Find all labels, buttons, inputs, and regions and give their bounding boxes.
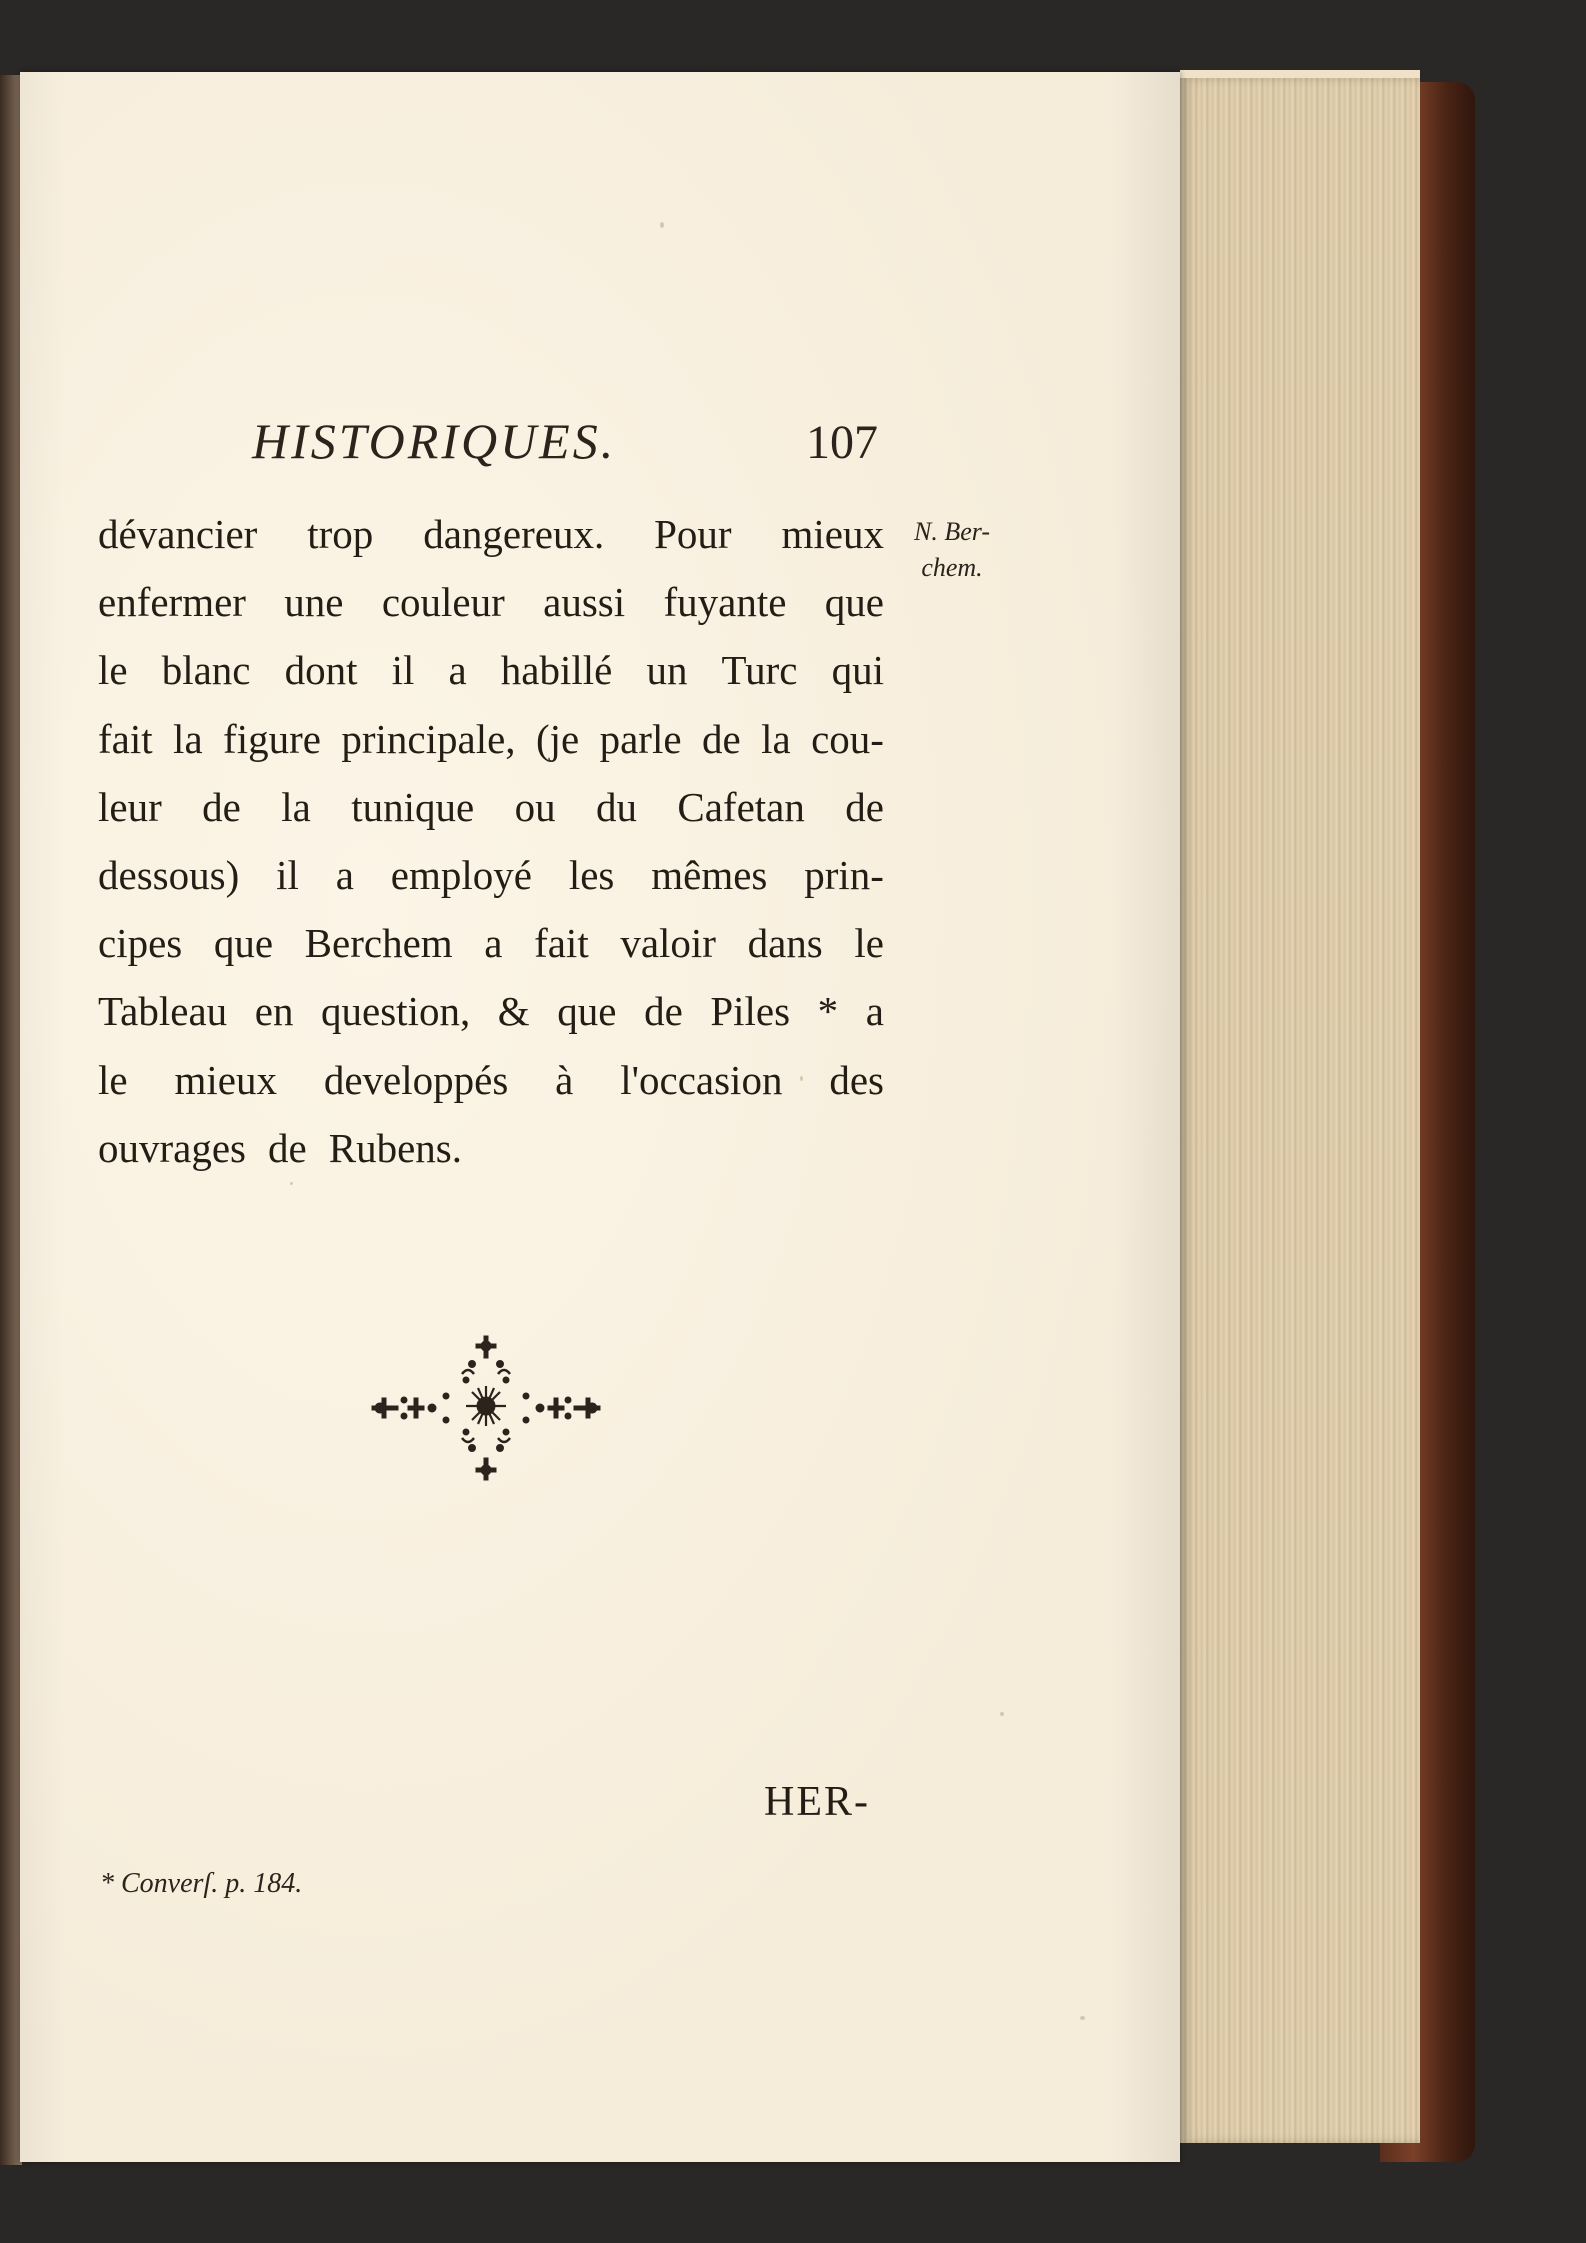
margin-note-line-2: chem. xyxy=(921,553,983,582)
word: la xyxy=(761,715,791,762)
word: Pour xyxy=(654,511,732,557)
text-line xyxy=(98,909,884,977)
paper-speck xyxy=(1080,2016,1085,2020)
word: qui xyxy=(831,647,884,694)
text-line xyxy=(98,773,884,841)
word: habillé xyxy=(500,647,613,694)
margin-note-line-1: N. Ber- xyxy=(913,517,991,546)
word: Berchem xyxy=(304,920,453,967)
word: fait xyxy=(98,715,153,762)
word: le xyxy=(854,920,884,967)
word: l'occasion xyxy=(620,1056,783,1103)
word: leur xyxy=(98,783,162,830)
paper-speck xyxy=(660,222,664,228)
word: ou xyxy=(514,783,556,830)
word: la xyxy=(281,783,311,830)
word: tunique xyxy=(351,783,475,830)
word: cipes xyxy=(98,920,183,967)
word: principale, xyxy=(341,715,516,762)
page-number: 107 xyxy=(806,416,878,469)
word: il xyxy=(391,647,415,694)
word: * xyxy=(817,988,839,1035)
catchword: HER- xyxy=(764,1779,870,1825)
word: de xyxy=(845,783,884,830)
text-line xyxy=(98,841,884,909)
text-line xyxy=(98,500,884,568)
word: les xyxy=(568,851,615,898)
text-line xyxy=(98,636,884,704)
text-line xyxy=(98,977,884,1045)
word: Cafetan xyxy=(677,783,805,830)
text-line xyxy=(98,1114,884,1182)
book-left-edge xyxy=(0,75,22,2165)
word: blanc xyxy=(161,647,251,694)
text-line xyxy=(98,1046,884,1114)
word: (je xyxy=(535,715,580,762)
word: dessous) xyxy=(98,851,240,898)
word: enfermer xyxy=(98,579,246,626)
word: que xyxy=(213,920,274,967)
word: employé xyxy=(390,851,532,898)
word: le xyxy=(98,1056,128,1103)
word: & xyxy=(497,988,530,1035)
running-head: HISTORIQUES. xyxy=(252,413,617,469)
word: ouvrages xyxy=(98,1124,247,1171)
word: que xyxy=(824,579,884,626)
page-block-edges xyxy=(1180,78,1420,2143)
word: a xyxy=(484,920,503,967)
word: a xyxy=(335,851,354,898)
word: il xyxy=(276,851,299,898)
word: trop xyxy=(307,511,374,557)
word: de xyxy=(268,1124,307,1171)
word: dans xyxy=(747,920,823,967)
word: Turc xyxy=(721,647,798,694)
word: figure xyxy=(223,715,321,762)
paper-speck xyxy=(1000,1712,1004,1716)
word: des xyxy=(829,1056,884,1103)
footnote: * Converſ. p. 184. xyxy=(100,1868,303,1899)
word: parle xyxy=(599,715,682,762)
word: developpés xyxy=(323,1056,509,1103)
word: mêmes xyxy=(651,851,768,898)
text-line xyxy=(98,705,884,773)
word: que xyxy=(557,988,617,1035)
word: couleur xyxy=(381,579,505,626)
word: un xyxy=(646,647,688,694)
word: mieux xyxy=(781,511,884,557)
word: prin- xyxy=(804,851,884,898)
paper-speck xyxy=(290,1182,293,1185)
word: mieux xyxy=(174,1056,277,1103)
word: de xyxy=(202,783,241,830)
word: à xyxy=(555,1056,574,1103)
word: Rubens. xyxy=(328,1124,462,1171)
book-page xyxy=(20,72,1180,2162)
body-text xyxy=(98,500,884,1182)
word: dont xyxy=(284,647,358,694)
word: le xyxy=(98,647,128,694)
word: a xyxy=(448,647,467,694)
word: dévancier xyxy=(98,511,258,557)
word: valoir xyxy=(620,920,716,967)
word: dangereux. xyxy=(423,511,605,557)
word: de xyxy=(644,988,683,1035)
text-line xyxy=(98,568,884,636)
word: Tableau xyxy=(98,988,228,1035)
word: la xyxy=(173,715,203,762)
word: Piles xyxy=(710,988,791,1035)
printers-ornament xyxy=(370,1334,602,1484)
word: fait xyxy=(534,920,589,967)
word: en xyxy=(254,988,294,1035)
word: du xyxy=(595,783,637,830)
word: question, xyxy=(321,988,471,1035)
word: de xyxy=(701,715,741,762)
margin-note xyxy=(890,514,1014,586)
word: a xyxy=(865,988,884,1035)
word: aussi xyxy=(543,579,626,626)
paper-speck xyxy=(800,1076,803,1081)
word: une xyxy=(284,579,344,626)
word: fuyante xyxy=(663,579,787,626)
word: cou- xyxy=(811,715,884,762)
